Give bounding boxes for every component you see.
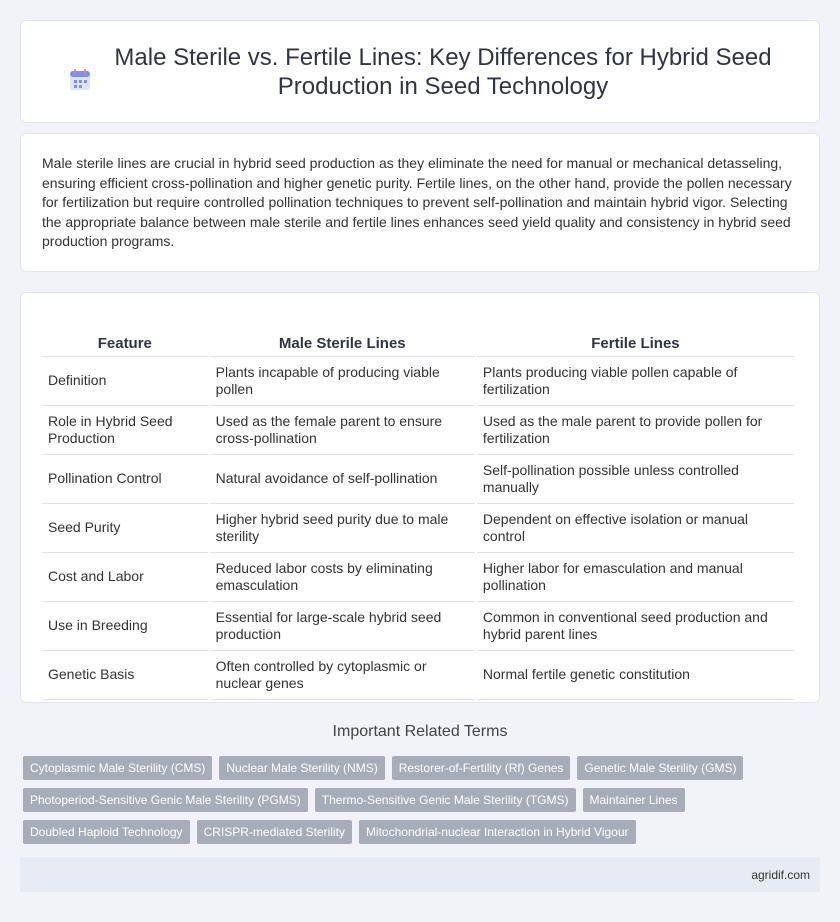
page-title: Male Sterile vs. Fertile Lines: Key Differences for Hybrid Seed Production in Seed Technology [114,43,772,100]
table-row [42,406,794,455]
table-cell-male-sterile: Often controlled by cytoplasmic or nuclear genes [210,651,475,700]
header-fertile: Fertile Lines [477,313,794,357]
related-term-tag[interactable]: CRISPR-mediated Sterility [197,820,352,844]
table-cell-fertile: Normal fertile genetic constitution [477,651,794,700]
table-row [42,504,794,553]
table-cell-fertile: Used as the male parent to provide pollen for fertilization [477,406,794,455]
related-term-tag[interactable]: Maintainer Lines [583,788,685,812]
table-cell-feature: Pollination Control [42,455,208,504]
table-row [42,602,794,651]
table-cell-fertile: Higher labor for emasculation and manual pollination [477,553,794,602]
footer-site-link[interactable]: agridif.com [751,867,810,882]
related-term-tag[interactable]: Photoperiod-Sensitive Genic Male Sterility (PGMS) [23,788,308,812]
table-cell-feature: Definition [42,357,208,406]
table-cell-male-sterile: Plants incapable of producing viable pollen [210,357,475,406]
calendar-icon [67,67,93,93]
table-cell-fertile: Dependent on effective isolation or manual control [477,504,794,553]
table-row [42,357,794,406]
table-cell-feature: Genetic Basis [42,651,208,700]
table-cell-feature: Use in Breeding [42,602,208,651]
table-cell-male-sterile: Reduced labor costs by eliminating emasculation [210,553,475,602]
intro-card [20,133,820,272]
related-term-tag[interactable]: Restorer-of-Fertility (Rf) Genes [392,756,571,780]
footer [20,857,820,892]
related-term-tag[interactable]: Nuclear Male Sterility (NMS) [219,756,384,780]
table-cell-feature: Role in Hybrid Seed Production [42,406,208,455]
table-cell-feature: Cost and Labor [42,553,208,602]
related-term-tag[interactable]: Mitochondrial-nuclear Interaction in Hybrid Vigour [359,820,636,844]
table-row [42,651,794,700]
title-wrap [67,43,773,101]
table-cell-male-sterile: Natural avoidance of self-pollination [210,455,475,504]
table-row [42,455,794,504]
table-cell-male-sterile: Used as the female parent to ensure cross-pollination [210,406,475,455]
table-header-row [42,313,794,357]
related-term-tag[interactable]: Cytoplasmic Male Sterility (CMS) [23,756,212,780]
table-cell-male-sterile: Higher hybrid seed purity due to male sterility [210,504,475,553]
intro-paragraph: Male sterile lines are crucial in hybrid seed production as they eliminate the need for manual or mechanical detasseling, ensuring efficient cross-pollination and higher genetic purity. Fertile lines, on the other hand, provide the pollen necessary for fertilization but require controlled pollination techniques to prevent self-pollination and maintain hybrid vigor. Selecting the appropriate balance between male sterile and fertile lines enhances seed yield quality and consistency in hybrid seed production programs. [42,155,792,250]
header-card [20,20,820,123]
table-cell-fertile: Common in conventional seed production and hybrid parent lines [477,602,794,651]
table-cell-male-sterile: Essential for large-scale hybrid seed production [210,602,475,651]
header-male-sterile: Male Sterile Lines [210,313,475,357]
related-term-tag[interactable]: Thermo-Sensitive Genic Male Sterility (TGMS) [315,788,576,812]
table-cell-fertile: Self-pollination possible unless controlled manually [477,455,794,504]
table-cell-fertile: Plants producing viable pollen capable of fertilization [477,357,794,406]
related-terms-list [23,756,823,852]
related-terms-title: Important Related Terms [332,723,508,740]
comparison-table-card [20,292,820,703]
table-row [42,553,794,602]
comparison-table [40,313,796,700]
table-cell-feature: Seed Purity [42,504,208,553]
related-term-tag[interactable]: Doubled Haploid Technology [23,820,190,844]
related-term-tag[interactable]: Genetic Male Sterility (GMS) [577,756,743,780]
header-feature: Feature [42,313,208,357]
